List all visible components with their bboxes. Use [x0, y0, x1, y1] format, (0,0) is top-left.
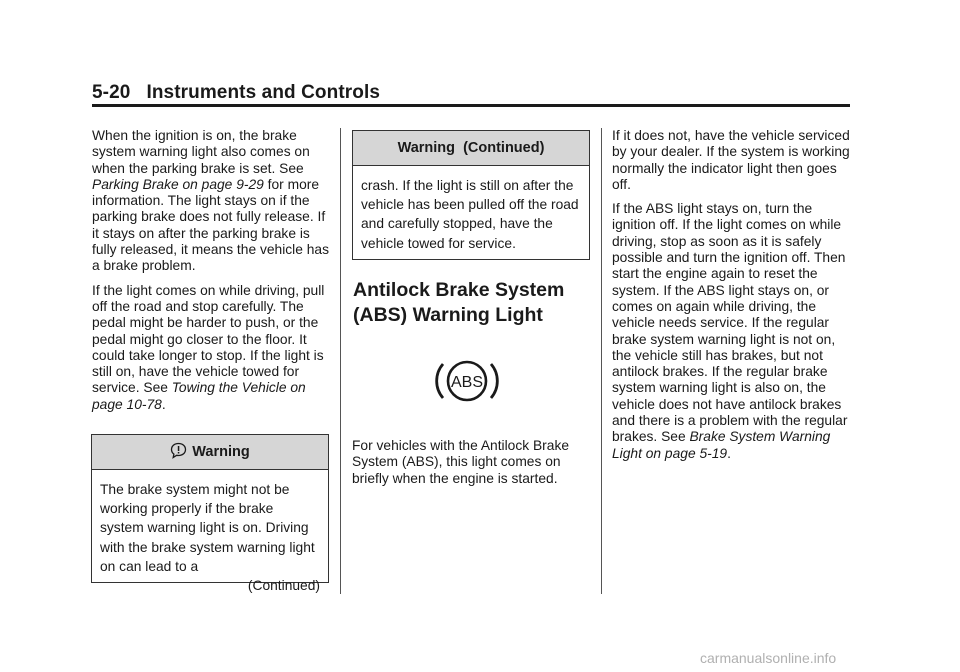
warning-body [92, 470, 328, 599]
exclamation-bubble-icon [170, 438, 187, 472]
abs-icon-label: ABS [450, 374, 484, 391]
page-header [92, 80, 850, 106]
paragraph-dealer-service: If it does not, have the vehicle serviced by your dealer. If the system is working normally the indicator light then goes off. [612, 128, 850, 192]
cross-reference-link[interactable]: Parking Brake on page 9-29 [92, 176, 264, 192]
section-title: Antilock Brake System (ABS) Warning Light [353, 279, 565, 326]
text-run: When the ignition is on, the brake system warning light also comes on when the parking brake is set. See [92, 128, 310, 176]
abs-description: For vehicles with the Antilock Brake System (ABS), this light comes on briefly when the engine is started. [352, 438, 570, 486]
warning-box [91, 434, 329, 594]
cross-reference-link[interactable]: Towing the Vehicle on page 10-78 [92, 380, 306, 412]
column-3 [612, 128, 858, 470]
column-divider [340, 128, 341, 594]
warning-continued-header: Warning (Continued) [353, 131, 589, 166]
paragraph-abs-stays-on [612, 201, 858, 462]
paragraph-light-while-driving [92, 283, 332, 413]
text-run: If the ABS light stays on, turn the ignition off. If the light comes on while driving, stop as soon as it is safely possible and turn the ignition off. Then start the engine again to reset the system. If the ABS light stays on, or comes on again while driving, the vehicle needs service. If the regular brake system warning light is not on, the vehicle still has brakes, but not antilock brakes. If the regular brake system warning light is also on, the vehicle does not have antilock brakes and there is a problem with the regular brakes. See [612, 201, 848, 445]
column-divider [601, 128, 602, 594]
text-run: If the light comes on while driving, pull off the road and stop carefully. The pedal might be harder to push, or the pedal might go closer to the floor. It could take longer to stop. If the light is still on, have the vehicle towed for service. See [92, 282, 325, 396]
warning-header [92, 435, 328, 470]
continued-label: (Continued) [247, 578, 320, 594]
warning-text: The brake system might not be working properly if the brake system warning light is on. Driving with the brake system warning light on can lead to a [100, 482, 315, 574]
page-number: 5-20 [92, 82, 131, 103]
header-title [92, 80, 850, 106]
warning-continued-body: crash. If the light is still on after the vehicle has been pulled off the road and carefully stopped, have the vehicle towed for service. [361, 178, 579, 251]
text-run: for more information. The light stays on if the parking brake does not fully release. If it stays on after the parking brake is fully released, it means the vehicle has a brake problem. [92, 176, 329, 274]
warning-heading: Warning [192, 444, 250, 460]
cross-reference-link[interactable]: Brake System Warning Light on page 5-19 [612, 429, 831, 461]
abs-warning-icon [432, 356, 502, 406]
watermark: carmanualsonline.info [700, 650, 837, 666]
chapter-title: Instruments and Controls [146, 82, 381, 103]
column-1 [92, 128, 332, 421]
text-run: . [161, 396, 166, 412]
warning-continued-box [352, 130, 590, 260]
header-rule [92, 104, 850, 107]
paragraph-parking-brake [92, 128, 332, 275]
text-run: . [727, 445, 731, 461]
